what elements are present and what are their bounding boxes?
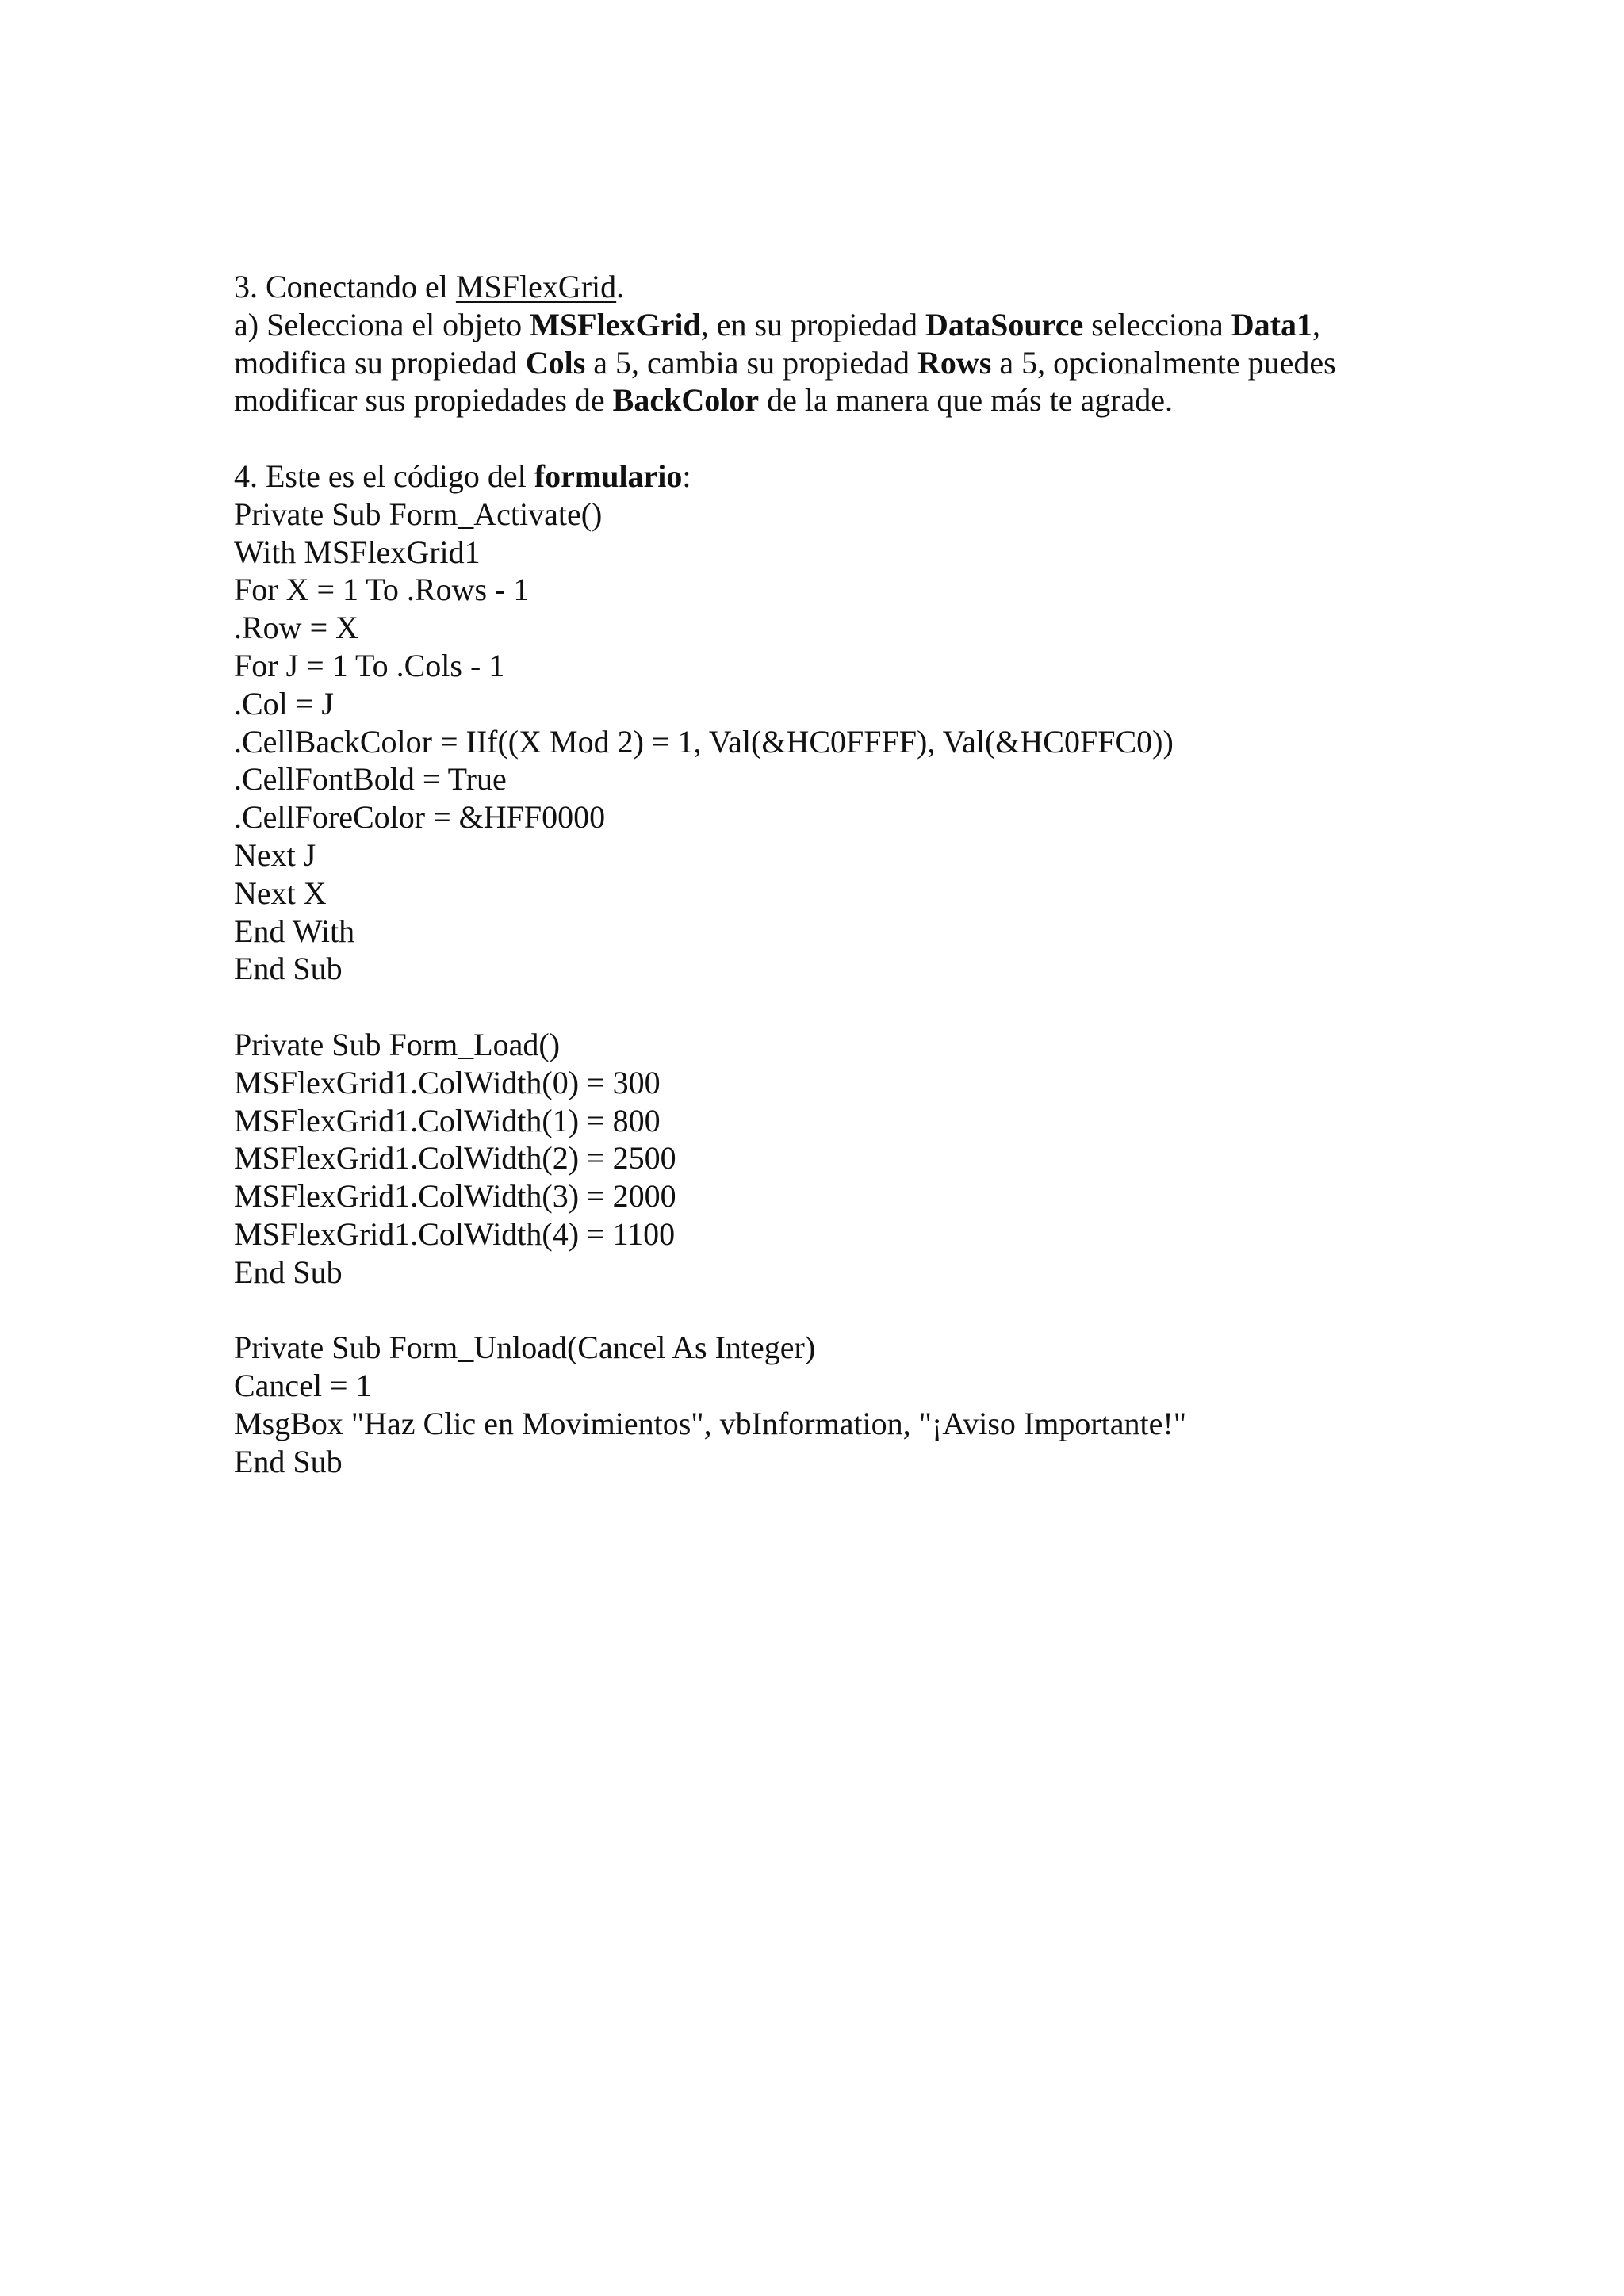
- bold-term-cols: Cols: [525, 344, 586, 381]
- section-3-heading-suffix: .: [616, 269, 625, 304]
- section-3-paragraph-line-2: [234, 344, 1423, 382]
- code-line: Private Sub Form_Unload(Cancel As Integer): [234, 1330, 816, 1366]
- code-block-form-activate: [234, 496, 1423, 988]
- code-line: .CellBackColor = IIf((X Mod 2) = 1, Val(&HC0FFFF), Val(&HC0FFC0)): [234, 723, 1174, 760]
- bold-term-data1: Data1: [1231, 306, 1312, 342]
- code-line: Private Sub Form_Activate(): [234, 496, 603, 532]
- code-line: End Sub: [234, 951, 343, 987]
- bold-term-rows: Rows: [917, 344, 992, 381]
- bold-term-msflexgrid: MSFlexGrid: [530, 306, 701, 342]
- document-body: [234, 268, 1423, 1481]
- code-line: .Col = J: [234, 685, 334, 721]
- code-line: End Sub: [234, 1443, 343, 1479]
- code-line: MSFlexGrid1.ColWidth(4) = 1100: [234, 1215, 676, 1252]
- code-line: MSFlexGrid1.ColWidth(0) = 300: [234, 1064, 661, 1100]
- section-3-paragraph-line-1: [234, 306, 1423, 344]
- text-run: a) Selecciona el objeto: [234, 306, 530, 342]
- code-line: End With: [234, 913, 355, 949]
- section-4-heading-prefix: 4. Este es el código del: [234, 457, 534, 494]
- text-run: a 5, cambia su propiedad: [585, 344, 918, 381]
- blank-line: [234, 419, 1423, 457]
- code-line: With MSFlexGrid1: [234, 534, 481, 570]
- bold-term-formulario: formulario: [534, 457, 683, 494]
- bold-term-datasource: DataSource: [925, 306, 1084, 342]
- code-line: MSFlexGrid1.ColWidth(1) = 800: [234, 1102, 661, 1138]
- code-line: For J = 1 To .Cols - 1: [234, 647, 505, 683]
- section-3-heading: [234, 268, 1423, 306]
- text-run: de la manera que más te agrade.: [759, 382, 1174, 419]
- text-run: modifica su propiedad: [234, 344, 526, 381]
- code-line: MsgBox "Haz Clic en Movimientos", vbInformation, "¡Aviso Importante!": [234, 1405, 1187, 1441]
- code-line: Private Sub Form_Load(): [234, 1026, 561, 1062]
- code-line: For X = 1 To .Rows - 1: [234, 572, 530, 608]
- bold-term-backcolor: BackColor: [612, 382, 760, 419]
- code-line: End Sub: [234, 1253, 343, 1290]
- text-run: a 5, opcionalmente puedes: [991, 344, 1336, 381]
- blank-line: [234, 988, 1423, 1026]
- section-3-paragraph-line-3: [234, 381, 1423, 419]
- section-4-heading-suffix: :: [682, 457, 691, 494]
- blank-line: [234, 1292, 1423, 1330]
- code-line: .CellForeColor = &HFF0000: [234, 799, 606, 836]
- code-block-form-load: [234, 1026, 1423, 1292]
- text-run: , en su propiedad: [700, 306, 925, 342]
- section-3-heading-prefix: 3. Conectando el: [234, 269, 456, 304]
- code-line: MSFlexGrid1.ColWidth(2) = 2500: [234, 1140, 676, 1177]
- section-4-heading: [234, 457, 1423, 496]
- msflexgrid-underlined-term: MSFlexGrid: [455, 269, 617, 304]
- text-run: ,: [1312, 306, 1320, 342]
- code-line: Next X: [234, 874, 327, 911]
- code-line: .Row = X: [234, 610, 359, 646]
- code-line: Next J: [234, 836, 316, 873]
- code-block-form-unload: [234, 1329, 1423, 1480]
- code-line: Cancel = 1: [234, 1368, 372, 1404]
- code-line: MSFlexGrid1.ColWidth(3) = 2000: [234, 1178, 676, 1215]
- code-line: .CellFontBold = True: [234, 761, 507, 798]
- text-run: modificar sus propiedades de: [234, 382, 613, 419]
- text-run: selecciona: [1083, 306, 1231, 342]
